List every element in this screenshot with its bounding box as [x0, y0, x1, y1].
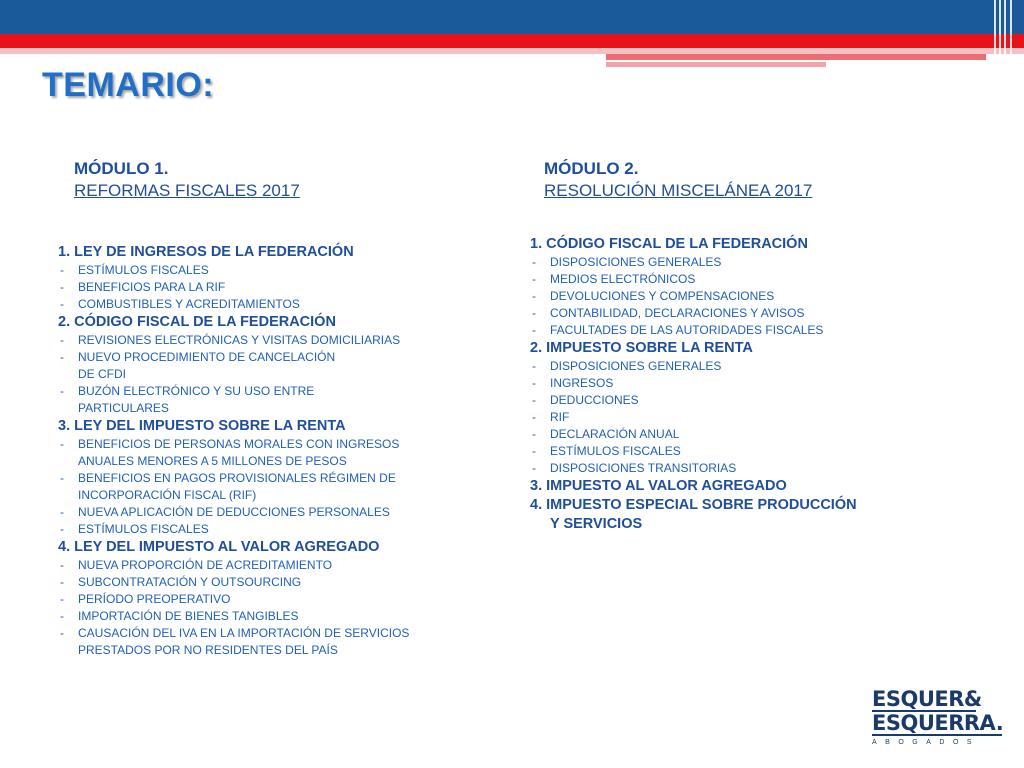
section-heading: 3. LEY DEL IMPUESTO SOBRE LA RENTA [58, 418, 346, 434]
module-2-topic-list [530, 235, 980, 534]
list-item-text: BENEFICIOS DE PERSONAS MORALES CON INGRESOS [78, 437, 400, 451]
list-item-text: CONTABILIDAD, DECLARACIONES Y AVISOS [550, 306, 805, 320]
section-heading: 3. IMPUESTO AL VALOR AGREGADO [530, 478, 787, 494]
list-item-text: SUBCONTRATACIÓN Y OUTSOURCING [78, 575, 302, 589]
list-item [58, 591, 508, 608]
list-item [58, 383, 508, 400]
bullet-dash: - [532, 410, 536, 424]
section-heading: 1. CÓDIGO FISCAL DE LA FEDERACIÓN [530, 236, 808, 252]
list-item [58, 557, 508, 574]
logo-line-2: ESQUERRA. [872, 711, 1004, 735]
bullet-dash: - [532, 359, 536, 373]
module-1-header [74, 158, 300, 202]
bullet-dash: - [60, 609, 64, 623]
bullet-dash: - [532, 255, 536, 269]
bullet-dash: - [60, 297, 64, 311]
list-item [58, 574, 508, 591]
header-band-red [0, 34, 1024, 48]
module-1-topic-list [58, 243, 508, 659]
header-band-blue [0, 0, 1024, 34]
bullet-dash: - [60, 575, 64, 589]
list-item [530, 426, 980, 443]
list-item-text: BUZÓN ELECTRÓNICO Y SU USO ENTRE [78, 384, 315, 398]
list-item [530, 392, 980, 409]
list-item [58, 521, 508, 538]
list-item-text: ANUALES MENORES A 5 MILLONES DE PESOS [78, 454, 347, 468]
list-item-text: PRESTADOS POR NO RESIDENTES DEL PAÍS [78, 643, 338, 657]
module-2-heading: MÓDULO 2. [544, 159, 639, 178]
list-item-text: RIF [550, 410, 570, 424]
list-item [530, 254, 980, 271]
section-heading: Y SERVICIOS [550, 516, 643, 532]
list-item-text: BENEFICIOS EN PAGOS PROVISIONALES RÉGIMEN DE [78, 471, 396, 485]
list-item-text: INCORPORACIÓN FISCAL (RIF) [78, 488, 257, 502]
list-item-text: INGRESOS [550, 376, 614, 390]
module-2-header [544, 158, 812, 202]
list-item [58, 296, 508, 313]
bullet-dash: - [60, 333, 64, 347]
section-heading: 1. LEY DE INGRESOS DE LA FEDERACIÓN [58, 244, 354, 260]
bullet-dash: - [60, 350, 64, 364]
bullet-dash: - [60, 471, 64, 485]
header-stripe [606, 62, 826, 67]
list-item [58, 279, 508, 296]
list-item [530, 460, 980, 477]
bullet-dash: - [532, 272, 536, 286]
list-item [58, 349, 508, 366]
bullet-dash: - [60, 280, 64, 294]
bullet-dash: - [532, 323, 536, 337]
list-item-text: NUEVA APLICACIÓN DE DEDUCCIONES PERSONALES [78, 505, 390, 519]
bullet-dash: - [532, 306, 536, 320]
list-item [530, 305, 980, 322]
list-item-text: DECLARACIÓN ANUAL [550, 427, 680, 441]
bullet-dash: - [60, 437, 64, 451]
list-item-text: DISPOSICIONES GENERALES [550, 255, 722, 269]
list-item-text: BENEFICIOS PARA LA RIF [78, 280, 226, 294]
list-item-text: DEVOLUCIONES Y COMPENSACIONES [550, 289, 775, 303]
bullet-dash: - [532, 289, 536, 303]
list-item [530, 322, 980, 339]
section-heading: 4. IMPUESTO ESPECIAL SOBRE PRODUCCIÓN [530, 497, 857, 513]
company-logo [872, 688, 1012, 758]
list-item-text: DE CFDI [78, 367, 126, 381]
list-item-continuation [58, 453, 508, 470]
module-1-heading: MÓDULO 1. [74, 159, 169, 178]
list-item-continuation [58, 642, 508, 659]
bullet-dash: - [60, 505, 64, 519]
list-item-text: FACULTADES DE LAS AUTORIDADES FISCALES [550, 323, 824, 337]
list-item-text: DISPOSICIONES GENERALES [550, 359, 722, 373]
bullet-dash: - [60, 263, 64, 277]
list-item-text: MEDIOS ELECTRÓNICOS [550, 272, 696, 286]
list-item-text: NUEVO PROCEDIMIENTO DE CANCELACIÓN [78, 350, 336, 364]
header-vertical-lines [994, 0, 1016, 70]
list-item-text: ESTÍMULOS FISCALES [78, 522, 209, 536]
header-stripe [606, 54, 986, 60]
list-item [58, 504, 508, 521]
bullet-dash: - [532, 444, 536, 458]
section-heading: 4. LEY DEL IMPUESTO AL VALOR AGREGADO [58, 539, 380, 555]
list-item [530, 358, 980, 375]
list-item-text: PERÍODO PREOPERATIVO [78, 592, 231, 606]
logo-line-1: ESQUER& [872, 687, 982, 711]
slide-title: TEMARIO: [42, 66, 215, 104]
logo-line-3: ABOGADOS [872, 739, 981, 746]
list-item-text: ESTÍMULOS FISCALES [550, 444, 681, 458]
list-item-continuation [58, 366, 508, 383]
list-item-text: COMBUSTIBLES Y ACREDITAMIENTOS [78, 297, 300, 311]
list-item [530, 409, 980, 426]
list-item-continuation [58, 400, 508, 417]
bullet-dash: - [532, 461, 536, 475]
list-item-text: DEDUCCIONES [550, 393, 639, 407]
bullet-dash: - [60, 522, 64, 536]
section-heading: 2. IMPUESTO SOBRE LA RENTA [530, 340, 753, 356]
module-1-subtitle: REFORMAS FISCALES 2017 [74, 181, 300, 200]
list-item [530, 375, 980, 392]
list-item-text: ESTÍMULOS FISCALES [78, 263, 209, 277]
list-item-text: DISPOSICIONES TRANSITORIAS [550, 461, 737, 475]
bullet-dash: - [60, 384, 64, 398]
bullet-dash: - [532, 393, 536, 407]
module-2-subtitle: RESOLUCIÓN MISCELÁNEA 2017 [544, 181, 813, 200]
list-item [58, 608, 508, 625]
list-item [530, 443, 980, 460]
bullet-dash: - [60, 592, 64, 606]
bullet-dash: - [60, 626, 64, 640]
list-item-text: PARTICULARES [78, 401, 169, 415]
list-item [58, 262, 508, 279]
bullet-dash: - [532, 427, 536, 441]
list-item-text: CAUSACIÓN DEL IVA EN LA IMPORTACIÓN DE SERVICIOS [78, 626, 410, 640]
list-item [530, 288, 980, 305]
list-item [58, 332, 508, 349]
list-item [58, 625, 508, 642]
list-item-text: NUEVA PROPORCIÓN DE ACREDITAMIENTO [78, 558, 333, 572]
list-item-text: REVISIONES ELECTRÓNICAS Y VISITAS DOMICILIARIAS [78, 333, 401, 347]
bullet-dash: - [532, 376, 536, 390]
list-item-text: IMPORTACIÓN DE BIENES TANGIBLES [78, 609, 299, 623]
list-item [58, 470, 508, 487]
section-heading: 2. CÓDIGO FISCAL DE LA FEDERACIÓN [58, 314, 336, 330]
list-item-continuation [58, 487, 508, 504]
list-item [530, 271, 980, 288]
bullet-dash: - [60, 558, 64, 572]
list-item [58, 436, 508, 453]
